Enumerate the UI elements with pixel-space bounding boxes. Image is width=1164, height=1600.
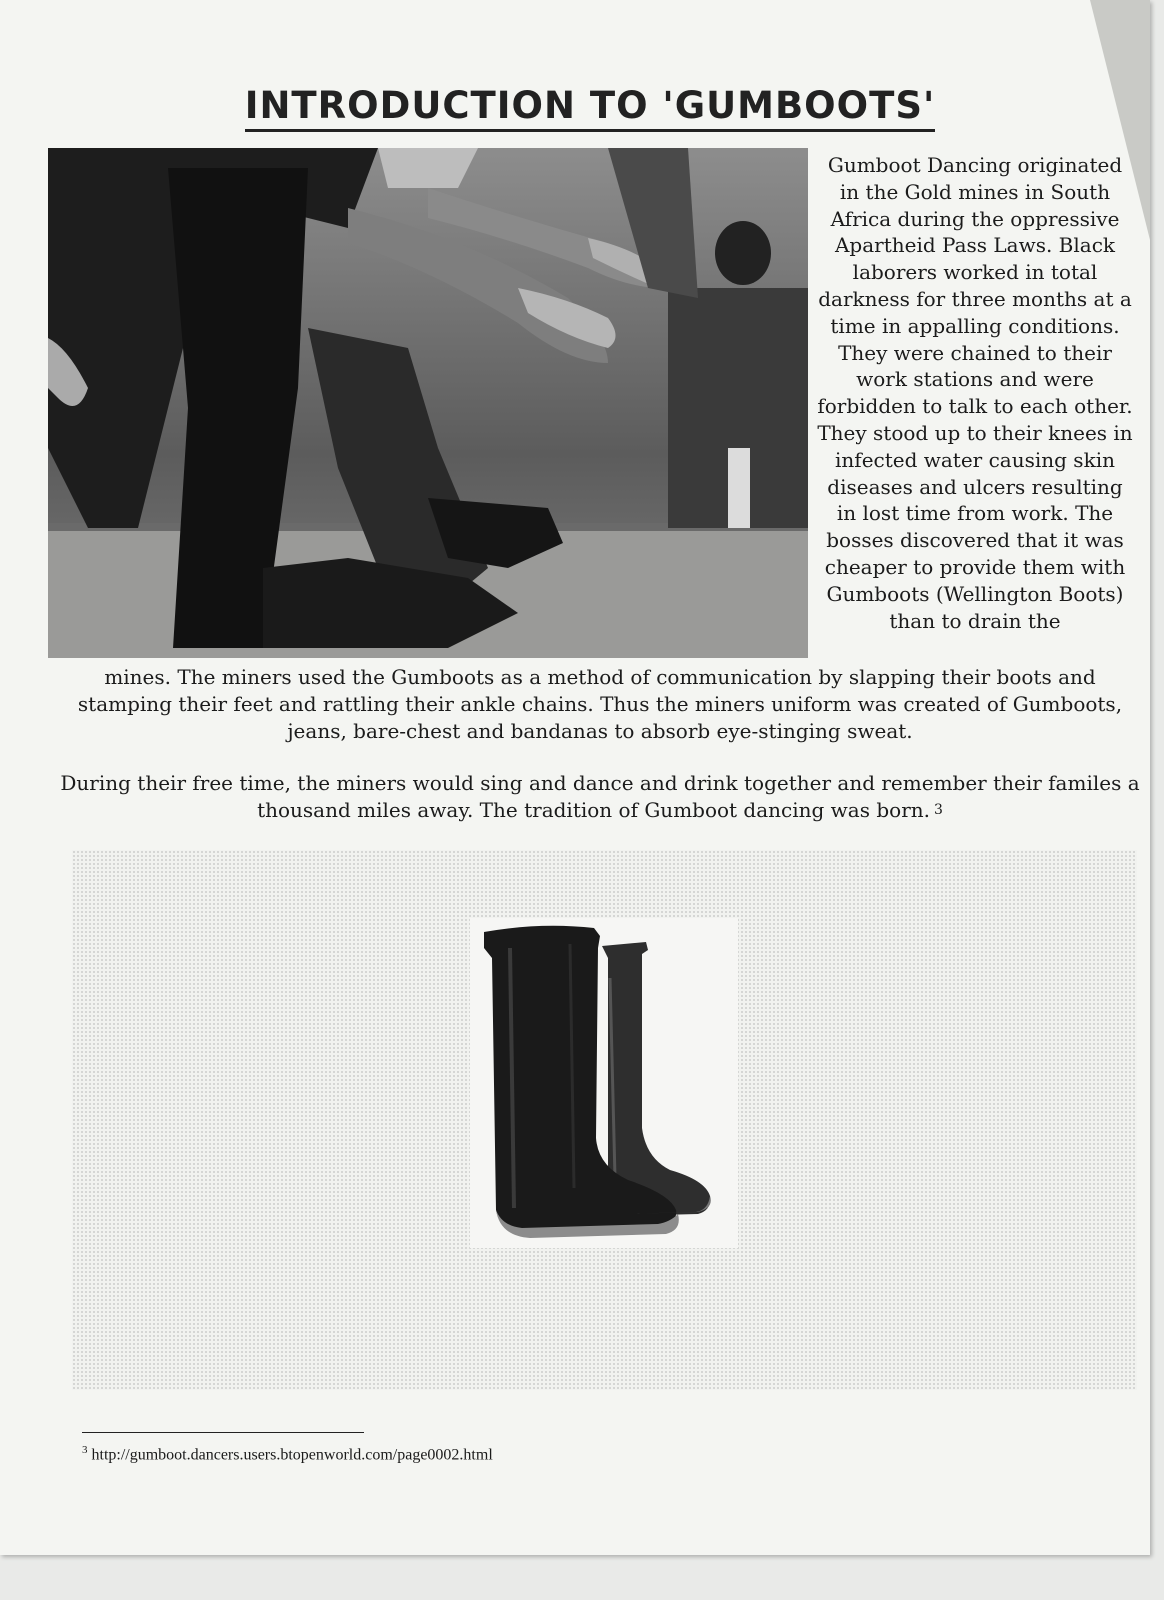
- footnote-reference-marker: 3: [934, 802, 943, 819]
- intro-side-paragraph: Gumboot Dancing originated in the Gold mines in South Africa during the oppressive Apartheid Pass Laws. Black laborers worked in total darkness for three months at a time in appalling conditions. They were chained to their work stations and were forbidden to talk to each other. They stood up to their knees in infected water causing skin diseases and ulcers resulting in lost time from work. The bosses discovered that it was cheaper to provide them with Gumboots (Wellington Boots) than to drain the: [817, 153, 1133, 633]
- intro-paragraph-free-time-text: During their free time, the miners would sing and dance and drink together and remember their familes a thousand miles away. The tradition of Gumboot dancing was born.: [60, 771, 1140, 823]
- intro-body: [60, 664, 1140, 824]
- gumboots-image: [470, 918, 738, 1248]
- intro-paragraph-free-time: [60, 770, 1140, 824]
- gumboots-icon: [470, 918, 738, 1248]
- footnote-divider: [82, 1432, 364, 1433]
- dancers-photo-image: [48, 148, 808, 658]
- footnote-url[interactable]: http://gumboot.dancers.users.btopenworld.com/page0002.html: [91, 1446, 493, 1464]
- page-title-text: INTRODUCTION TO 'GUMBOOTS': [245, 84, 936, 132]
- page-title: [100, 84, 1080, 127]
- intro-paragraph-continuation: mines. The miners used the Gumboots as a method of communication by slapping their boots and stamping their feet and rattling their ankle chains. Thus the miners uniform was created of Gumboots, jeans, bare-chest and bandanas to absorb eye-stinging sweat.: [77, 665, 1123, 743]
- dancers-photo: [48, 148, 808, 658]
- footnote: [82, 1444, 493, 1464]
- footnote-number: 3: [82, 1444, 88, 1456]
